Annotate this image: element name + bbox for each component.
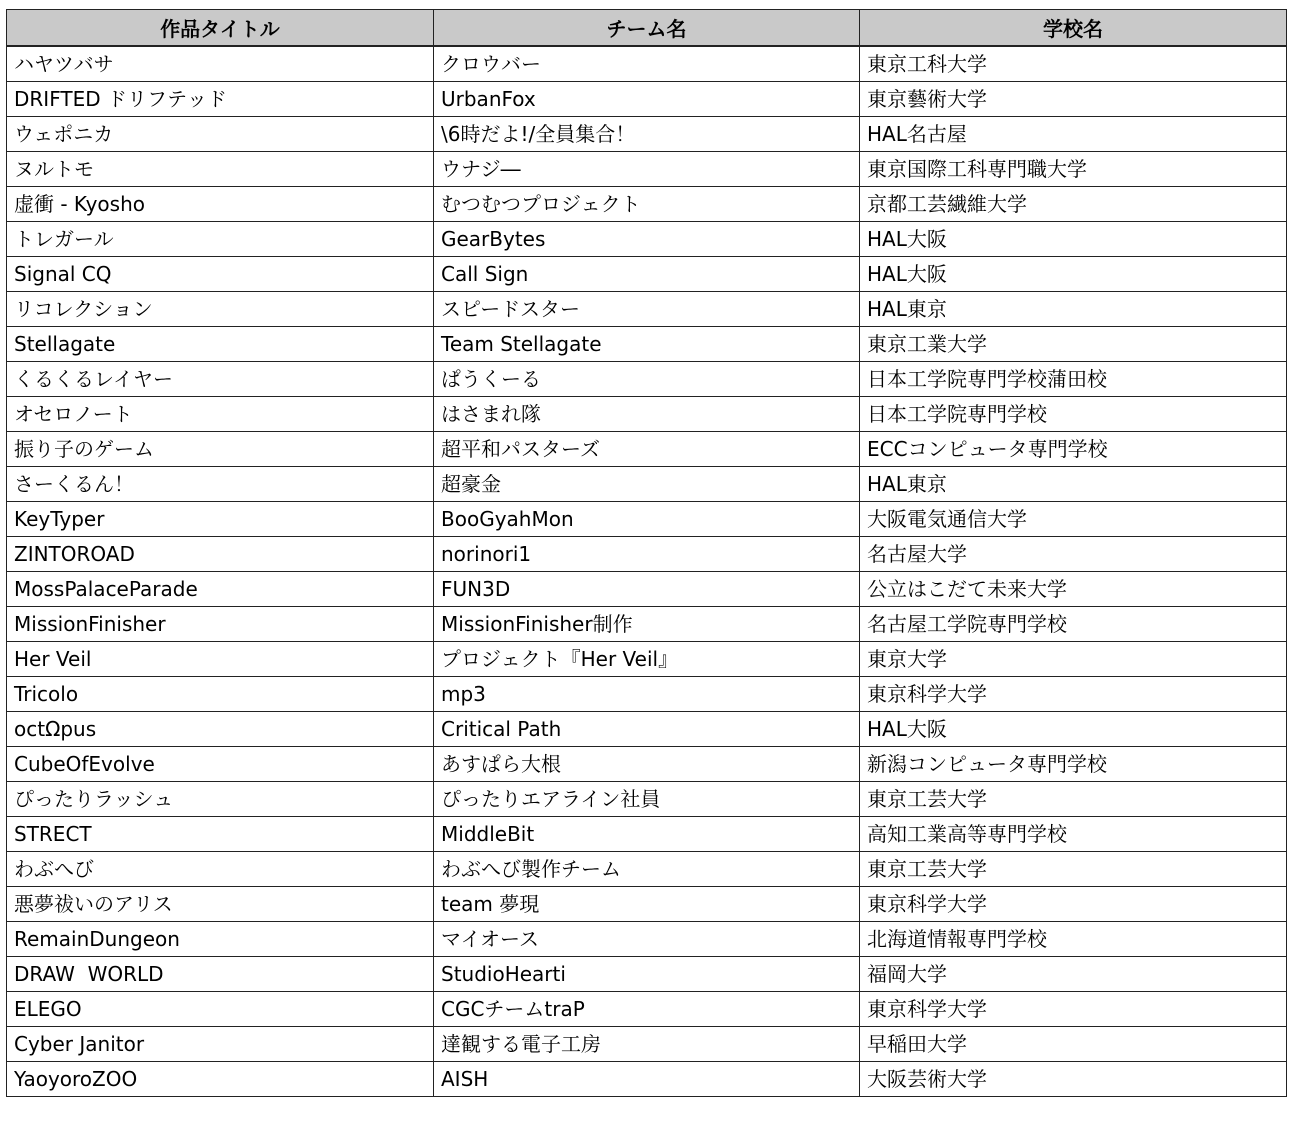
cell-title[interactable]: ウェポニカ [7, 116, 434, 151]
cell-school[interactable]: 東京大学 [860, 641, 1287, 676]
spreadsheet-table [6, 9, 1287, 1097]
cell-team[interactable]: StudioHearti [434, 956, 860, 991]
cell-team[interactable]: Critical Path [434, 711, 860, 746]
table-row [7, 746, 1287, 781]
cell-school[interactable]: HAL東京 [860, 291, 1287, 326]
table-row [7, 46, 1287, 82]
cell-school[interactable]: 日本工学院専門学校蒲田校 [860, 361, 1287, 396]
table-row [7, 851, 1287, 886]
cell-title[interactable]: DRAW WORLD [7, 956, 434, 991]
cell-team[interactable]: 超豪金 [434, 466, 860, 501]
cell-title[interactable]: オセロノート [7, 396, 434, 431]
cell-title[interactable]: Stellagate [7, 326, 434, 361]
cell-school[interactable]: 東京工芸大学 [860, 781, 1287, 816]
cell-school[interactable]: 東京科学大学 [860, 991, 1287, 1026]
cell-team[interactable]: AISH [434, 1061, 860, 1096]
cell-team[interactable]: MiddleBit [434, 816, 860, 851]
table-row [7, 886, 1287, 921]
cell-school[interactable]: 福岡大学 [860, 956, 1287, 991]
cell-title[interactable]: MossPalaceParade [7, 571, 434, 606]
cell-title[interactable]: octΩpus [7, 711, 434, 746]
table-body [7, 46, 1287, 1097]
table-row [7, 466, 1287, 501]
table-row [7, 81, 1287, 116]
cell-team[interactable]: FUN3D [434, 571, 860, 606]
table-row [7, 921, 1287, 956]
cell-team[interactable]: はさまれ隊 [434, 396, 860, 431]
cell-team[interactable]: \6時だよ!/全員集合！ [434, 116, 860, 151]
cell-title[interactable]: ハヤツバサ [7, 46, 434, 82]
table-row [7, 291, 1287, 326]
table-row [7, 326, 1287, 361]
cell-title[interactable]: 振り子のゲーム [7, 431, 434, 466]
cell-team[interactable]: 達観する電子工房 [434, 1026, 860, 1061]
cell-school[interactable]: 日本工学院専門学校 [860, 396, 1287, 431]
cell-team[interactable]: mp3 [434, 676, 860, 711]
cell-school[interactable]: 早稲田大学 [860, 1026, 1287, 1061]
cell-title[interactable]: KeyTyper [7, 501, 434, 536]
table-row [7, 711, 1287, 746]
cell-title[interactable]: CubeOfEvolve [7, 746, 434, 781]
cell-team[interactable]: スピードスター [434, 291, 860, 326]
cell-school[interactable]: HAL名古屋 [860, 116, 1287, 151]
table-row [7, 606, 1287, 641]
table-row [7, 1061, 1287, 1096]
table-row [7, 151, 1287, 186]
table-row [7, 431, 1287, 466]
cell-title[interactable]: 虚衝 - Kyosho [7, 186, 434, 221]
cell-title[interactable]: 悪夢祓いのアリス [7, 886, 434, 921]
cell-school[interactable]: 新潟コンピュータ専門学校 [860, 746, 1287, 781]
cell-school[interactable]: HAL大阪 [860, 221, 1287, 256]
cell-team[interactable]: UrbanFox [434, 81, 860, 116]
cell-school[interactable]: 東京国際工科専門職大学 [860, 151, 1287, 186]
cell-title[interactable]: Tricolo [7, 676, 434, 711]
cell-team[interactable]: むつむつプロジェクト [434, 186, 860, 221]
cell-title[interactable]: Signal CQ [7, 256, 434, 291]
column-header-team[interactable]: チーム名 [434, 10, 860, 46]
cell-title[interactable]: YaoyoroZOO [7, 1061, 434, 1096]
table-row [7, 816, 1287, 851]
cell-school[interactable]: 大阪芸術大学 [860, 1061, 1287, 1096]
cell-school[interactable]: ECCコンピュータ専門学校 [860, 431, 1287, 466]
cell-title[interactable]: リコレクション [7, 291, 434, 326]
cell-school[interactable]: 大阪電気通信大学 [860, 501, 1287, 536]
cell-team[interactable]: team 夢現 [434, 886, 860, 921]
cell-school[interactable]: HAL大阪 [860, 711, 1287, 746]
cell-team[interactable]: ウナジ― [434, 151, 860, 186]
cell-title[interactable]: Her Veil [7, 641, 434, 676]
cell-title[interactable]: RemainDungeon [7, 921, 434, 956]
table-row [7, 361, 1287, 396]
table-row [7, 501, 1287, 536]
table-row [7, 991, 1287, 1026]
cell-school[interactable]: 東京科学大学 [860, 676, 1287, 711]
table-row [7, 221, 1287, 256]
cell-school[interactable]: 東京工芸大学 [860, 851, 1287, 886]
cell-team[interactable]: プロジェクト『Her Veil』 [434, 641, 860, 676]
cell-team[interactable]: クロウバー [434, 46, 860, 82]
cell-team[interactable]: CGCチームtraP [434, 991, 860, 1026]
cell-team[interactable]: わぶへび製作チーム [434, 851, 860, 886]
table-row [7, 781, 1287, 816]
cell-team[interactable]: ぱうくーる [434, 361, 860, 396]
cell-team[interactable]: Call Sign [434, 256, 860, 291]
cell-title[interactable]: トレガール [7, 221, 434, 256]
cell-title[interactable]: DRIFTED ドリフテッド [7, 81, 434, 116]
cell-title[interactable]: ZINTOROAD [7, 536, 434, 571]
cell-team[interactable]: BooGyahMon [434, 501, 860, 536]
cell-team[interactable]: ぴったりエアライン社員 [434, 781, 860, 816]
cell-school[interactable]: 公立はこだて未来大学 [860, 571, 1287, 606]
table-row [7, 641, 1287, 676]
cell-team[interactable]: Team Stellagate [434, 326, 860, 361]
table-row [7, 956, 1287, 991]
cell-title[interactable]: わぶへび [7, 851, 434, 886]
cell-team[interactable]: MissionFinisher制作 [434, 606, 860, 641]
cell-team[interactable]: norinori1 [434, 536, 860, 571]
cell-school[interactable]: 東京藝術大学 [860, 81, 1287, 116]
cell-title[interactable]: Cyber Janitor [7, 1026, 434, 1061]
cell-school[interactable]: 京都工芸繊維大学 [860, 186, 1287, 221]
table-row [7, 571, 1287, 606]
cell-school[interactable]: HAL東京 [860, 466, 1287, 501]
cell-title[interactable]: STRECT [7, 816, 434, 851]
table-row [7, 536, 1287, 571]
cell-title[interactable]: ヌルトモ [7, 151, 434, 186]
cell-team[interactable]: マイオース [434, 921, 860, 956]
cell-team[interactable]: あすぱら大根 [434, 746, 860, 781]
cell-school[interactable]: 名古屋大学 [860, 536, 1287, 571]
cell-title[interactable]: ぴったりラッシュ [7, 781, 434, 816]
cell-school[interactable]: 高知工業高等専門学校 [860, 816, 1287, 851]
table-row [7, 116, 1287, 151]
cell-school[interactable]: 東京工業大学 [860, 326, 1287, 361]
cell-title[interactable]: くるくるレイヤー [7, 361, 434, 396]
table-row [7, 396, 1287, 431]
column-header-title[interactable]: 作品タイトル [7, 10, 434, 46]
cell-school[interactable]: 名古屋工学院専門学校 [860, 606, 1287, 641]
table-row [7, 676, 1287, 711]
table-row [7, 256, 1287, 291]
cell-title[interactable]: ELEGO [7, 991, 434, 1026]
column-header-school[interactable]: 学校名 [860, 10, 1287, 46]
cell-title[interactable]: さーくるん！ [7, 466, 434, 501]
cell-team[interactable]: GearBytes [434, 221, 860, 256]
cell-school[interactable]: 東京科学大学 [860, 886, 1287, 921]
cell-school[interactable]: HAL大阪 [860, 256, 1287, 291]
cell-school[interactable]: 北海道情報専門学校 [860, 921, 1287, 956]
cell-team[interactable]: 超平和パスターズ [434, 431, 860, 466]
cell-school[interactable]: 東京工科大学 [860, 46, 1287, 82]
table-row [7, 1026, 1287, 1061]
cell-title[interactable]: MissionFinisher [7, 606, 434, 641]
header-row [7, 10, 1287, 46]
table-row [7, 186, 1287, 221]
